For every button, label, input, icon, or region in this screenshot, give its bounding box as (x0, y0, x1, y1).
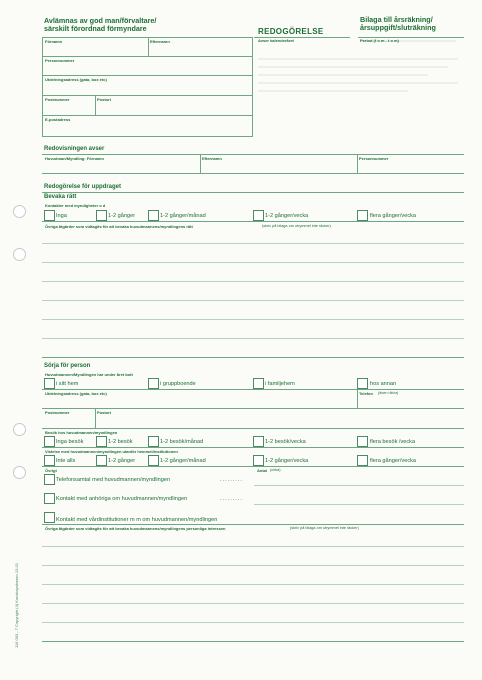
contacts-option-monthly: 1-2 gånger/månad (160, 213, 206, 219)
divider (42, 524, 464, 525)
divider (42, 466, 464, 467)
outside-checkbox-none[interactable] (44, 455, 55, 466)
contacts-checkbox-weekly[interactable] (253, 210, 264, 221)
visits-checkbox-several-weekly[interactable] (357, 436, 368, 447)
outside-option-1-2: 1-2 gånger (108, 458, 136, 464)
bleed-through-mark (258, 74, 428, 76)
writing-line[interactable] (42, 603, 464, 604)
writing-line[interactable] (42, 338, 464, 339)
outside-visits-label: Vistelse med huvudmannen/myndlingen utanför hemmet/institutionen (45, 449, 178, 454)
email-label: E-postadress (45, 117, 71, 122)
postcode-label: Postnummer (45, 97, 70, 102)
visits-checkbox-monthly[interactable] (148, 436, 159, 447)
contacts-option-none: Inga (56, 213, 67, 219)
bleed-through-mark (258, 90, 408, 92)
assignment-heading: Redogörelse för uppdraget (44, 184, 122, 190)
outside-option-several-weekly: flera gånger/vecka (370, 458, 417, 464)
relatives-contact-label: Kontakt med anhöriga om huvudmannen/myndlingen (56, 496, 188, 502)
writing-line[interactable] (42, 319, 464, 320)
other-label: Övrigt (45, 468, 57, 473)
care-city-label: Postort (97, 410, 111, 415)
writing-line[interactable] (42, 262, 464, 263)
contacts-checkbox-several-weekly[interactable] (357, 210, 368, 221)
relatives-contact-checkbox[interactable] (44, 493, 55, 504)
living-checkbox-own-home[interactable] (44, 378, 55, 389)
divider (95, 95, 96, 115)
other-measures-note: (skriv på bilaga om utrymmet inte räcker) (262, 224, 331, 228)
outside-checkbox-1-2[interactable] (96, 455, 107, 466)
divider (42, 447, 464, 448)
lastname-label: Efternamn (150, 39, 170, 44)
writing-line[interactable] (42, 565, 464, 566)
care-postcode-label: Postnummer (45, 410, 70, 415)
punch-hole (13, 423, 26, 436)
punch-hole (13, 205, 26, 218)
living-checkbox-foster-home[interactable] (253, 378, 264, 389)
writing-line[interactable] (42, 622, 464, 623)
right-period-label: Period (f o m - t o m) (360, 38, 399, 43)
visits-option-weekly: 1-2 besök/vecka (265, 439, 306, 445)
contacts-checkbox-1-2[interactable] (96, 210, 107, 221)
divider (42, 75, 253, 76)
outside-checkbox-weekly[interactable] (253, 455, 264, 466)
writing-line[interactable] (42, 243, 464, 244)
divider (42, 154, 464, 155)
title-left-line1: Avlämnas av god man/förvaltare/ (44, 16, 157, 25)
divider (42, 56, 253, 57)
divider (42, 357, 464, 358)
box-border (42, 37, 43, 136)
personal-measures-note: (skriv på bilaga om utrymmet inte räcker) (290, 526, 359, 530)
living-checkbox-other-person[interactable] (357, 378, 368, 389)
divider (357, 389, 358, 408)
visits-option-1-2: 1-2 besök (108, 439, 133, 445)
divider (42, 95, 253, 96)
living-option-own-home: i sitt hem (56, 381, 79, 387)
right-title-line2: årsuppgift/sluträkning (360, 23, 436, 32)
period-label: Avser kalenderåret (258, 38, 294, 43)
phone-calls-label: Telefonsamtal med huvudmannen/myndlingen (56, 477, 171, 483)
relatives-contact-dots: ......... (220, 496, 243, 502)
divider (42, 641, 464, 642)
divider (42, 192, 464, 193)
phone-note: (även riktnr) (378, 391, 399, 395)
visits-option-none: Inga besök (56, 439, 84, 445)
outside-option-none: Inte alls (56, 458, 76, 464)
divider (42, 173, 464, 174)
visits-checkbox-1-2[interactable] (96, 436, 107, 447)
outside-checkbox-several-weekly[interactable] (357, 455, 368, 466)
contacts-label: Kontakter med myndigheter o d (45, 203, 106, 208)
visits-option-several-weekly: flera besök /vecka (370, 439, 416, 445)
principal-firstname-label: Huvudman/Myndling: Förnamn (45, 156, 104, 161)
living-option-foster-home: i familjehem (265, 381, 295, 387)
outside-option-monthly: 1-2 gånger/månad (160, 458, 206, 464)
visits-checkbox-none[interactable] (44, 436, 55, 447)
divider (148, 37, 149, 56)
writing-line[interactable] (42, 300, 464, 301)
visits-checkbox-weekly[interactable] (253, 436, 264, 447)
divider (357, 154, 358, 173)
box-border (252, 37, 253, 136)
living-label: Huvudmannen/Myndlingen har under året bott (45, 372, 133, 377)
bleed-through-mark (258, 58, 458, 60)
punch-hole (13, 466, 26, 479)
outside-checkbox-monthly[interactable] (148, 455, 159, 466)
writing-line[interactable] (42, 584, 464, 585)
contacts-checkbox-monthly[interactable] (148, 210, 159, 221)
accounting-heading: Redovisningen avser (44, 146, 105, 152)
living-option-group-home: i gruppboende (160, 381, 196, 387)
writing-line[interactable] (42, 281, 464, 282)
personal-number-label: Personnummer (45, 58, 75, 63)
contacts-checkbox-none[interactable] (44, 210, 55, 221)
count-label: Antal (257, 468, 267, 473)
divider (42, 408, 464, 409)
visits-option-monthly: 1-2 besök/månad (160, 439, 204, 445)
count-note: (cirka) (270, 468, 281, 472)
count-line[interactable] (254, 504, 464, 505)
guard-right-heading: Bevaka rätt (44, 194, 77, 200)
care-address-label: Utdelningsadress (gata, box etc) (45, 391, 107, 396)
bleed-through-mark (258, 66, 448, 68)
principal-lastname-label: Efternamn (202, 156, 222, 161)
living-option-other-person: hos annan (370, 381, 397, 387)
other-measures-label: Övriga åtgärder som vidtagits för att bevaka huvudmannens/myndlingens rätt (45, 224, 193, 229)
phone-calls-dots: ......... (220, 477, 243, 483)
divider (42, 221, 464, 222)
punch-hole (13, 248, 26, 261)
visits-label: Besök hos huvudmannen/myndlingen (45, 430, 118, 435)
right-title-line1: Bilaga till årsräkning/ (360, 15, 433, 24)
firstname-label: Förnamn (45, 39, 63, 44)
divider (42, 389, 464, 390)
care-institution-label: Kontakt med vårdinstitutioner m m om huvudmannen/myndlingen (56, 517, 218, 523)
count-line[interactable] (254, 485, 464, 486)
writing-line[interactable] (42, 546, 464, 547)
living-checkbox-group-home[interactable] (148, 378, 159, 389)
form-title: REDOGÖRELSE (258, 27, 324, 36)
principal-personal-number-label: Personnummer (359, 156, 389, 161)
divider (42, 136, 253, 137)
contacts-option-1-2: 1-2 gånger (108, 213, 136, 219)
contacts-option-several-weekly: flera gånger/vecka (370, 213, 417, 219)
title-left-line2: särskilt förordnad förmyndare (44, 24, 147, 33)
side-print-code: 116 093 - 7 Copyright (4) Kunskapsbasen 13-01 (14, 562, 19, 648)
divider (42, 115, 253, 116)
contacts-option-weekly: 1-2 gånger/vecka (265, 213, 309, 219)
divider (95, 408, 96, 428)
bleed-through-mark (258, 82, 458, 84)
address-label: Utdelningsadress (gata, box etc) (45, 77, 107, 82)
care-institution-checkbox[interactable] (44, 512, 55, 523)
outside-option-weekly: 1-2 gånger/vecka (265, 458, 309, 464)
phone-label: Telefon (359, 391, 373, 396)
divider (42, 428, 464, 429)
phone-calls-checkbox[interactable] (44, 474, 55, 485)
care-heading: Sörja för person (44, 363, 91, 369)
city-label: Postort (97, 97, 111, 102)
personal-measures-label: Övriga åtgärder som vidtagits för att bevaka huvudmannens/myndlingens personliga intressen (45, 526, 226, 531)
divider (358, 37, 464, 38)
divider (254, 37, 350, 38)
divider (200, 154, 201, 173)
